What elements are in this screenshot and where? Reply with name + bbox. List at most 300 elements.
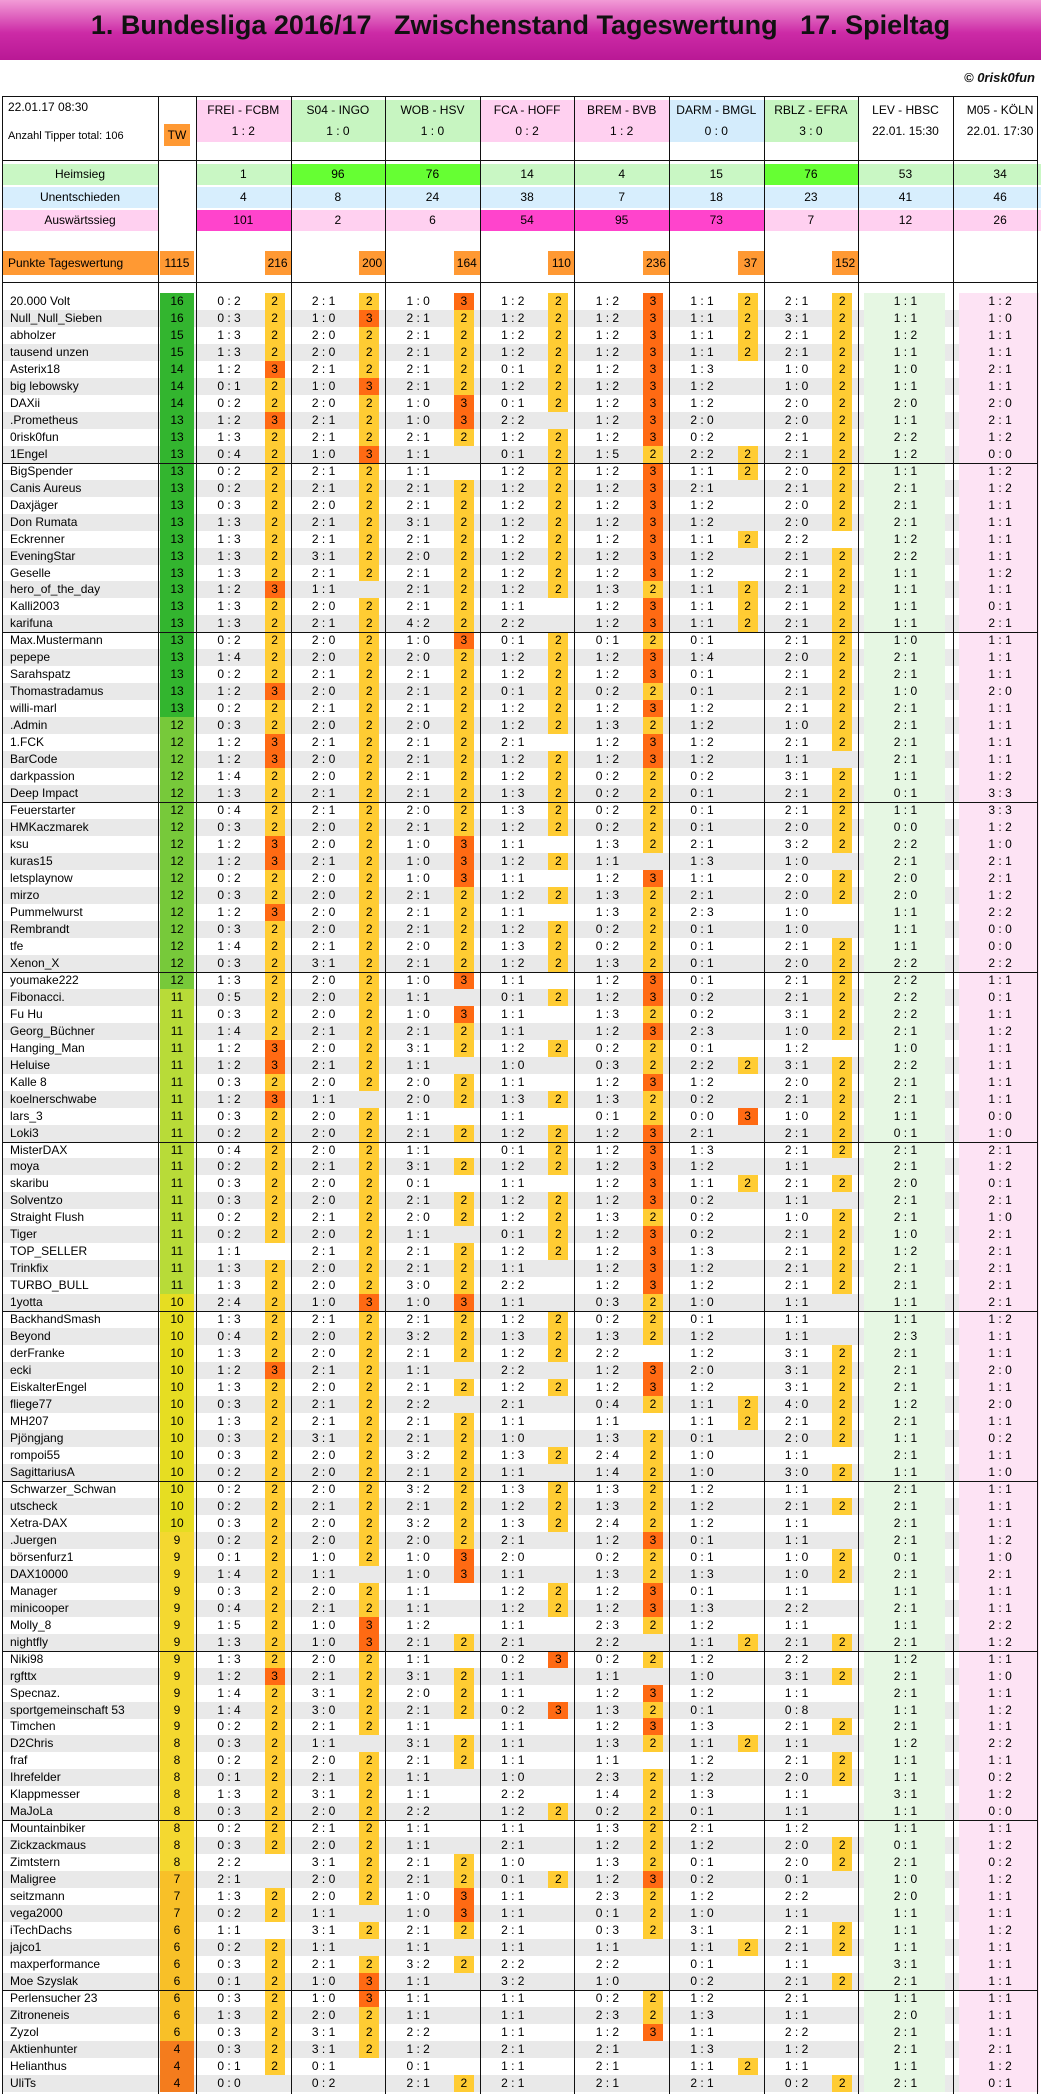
player-tip: 1 : 2 — [480, 649, 546, 666]
player-points: 2 — [643, 1481, 663, 1498]
player-tip: 1 : 2 — [480, 463, 546, 480]
player-tip: 1 : 1 — [858, 921, 953, 938]
player-tip: 1 : 2 — [574, 1192, 640, 1209]
row-separator — [2, 1142, 1038, 1143]
player-tip: 3 : 1 — [291, 1786, 357, 1803]
player-tw: 15 — [160, 327, 194, 344]
player-name: Maligree — [10, 1871, 158, 1888]
page-title: 1. Bundesliga 2016/17 Zwischenstand Tageswertung 17. Spieltag — [0, 10, 1041, 41]
player-points: 2 — [359, 429, 379, 446]
punkte-4: 236 — [643, 251, 669, 275]
player-tip: 1 : 1 — [385, 446, 451, 463]
player-tw: 15 — [160, 344, 194, 361]
player-tip: 1 : 0 — [669, 1905, 735, 1922]
player-points: 2 — [359, 649, 379, 666]
player-tip: 1 : 2 — [196, 1091, 262, 1108]
player-points: 2 — [548, 548, 568, 565]
player-points: 2 — [832, 1752, 852, 1769]
player-tip: 1 : 3 — [574, 1481, 640, 1498]
player-points: 2 — [359, 1498, 379, 1515]
player-tip: 2 : 1 — [953, 361, 1041, 378]
player-tip: 1 : 1 — [480, 2058, 546, 2075]
player-tip: 1 : 1 — [764, 1803, 830, 1820]
player-points: 2 — [454, 768, 474, 785]
player-points: 2 — [548, 429, 568, 446]
player-tip: 0 : 2 — [196, 1226, 262, 1243]
player-points: 3 — [265, 734, 285, 751]
player-tip: 2 : 1 — [480, 1922, 546, 1939]
player-tip: 2 : 0 — [291, 1888, 357, 1905]
player-tw: 10 — [160, 1447, 194, 1464]
player-tip: 1 : 3 — [574, 836, 640, 853]
player-tip: 0 : 4 — [574, 1396, 640, 1413]
player-tip: 3 : 1 — [669, 1922, 735, 1939]
player-points: 2 — [643, 1905, 663, 1922]
player-tip: 0 : 1 — [669, 1430, 735, 1447]
player-tip: 1 : 2 — [574, 1158, 640, 1175]
player-tip: 2 : 1 — [385, 1922, 451, 1939]
player-tip: 1 : 1 — [669, 327, 735, 344]
player-tip: 2 : 0 — [291, 1260, 357, 1277]
player-tip: 0 : 1 — [669, 1549, 735, 1566]
player-tw: 13 — [160, 700, 194, 717]
player-tip: 1 : 1 — [764, 1328, 830, 1345]
player-tip: 1 : 3 — [669, 2041, 735, 2058]
player-tip: 1 : 3 — [574, 1566, 640, 1583]
player-tw: 8 — [160, 1735, 194, 1752]
player-points: 2 — [265, 1735, 285, 1752]
player-tip: 1 : 0 — [385, 632, 451, 649]
player-points: 2 — [265, 1905, 285, 1922]
player-points: 2 — [265, 2058, 285, 2075]
player-tip: 2 : 1 — [858, 1362, 953, 1379]
player-points: 2 — [832, 972, 852, 989]
player-tip: 2 : 1 — [385, 361, 451, 378]
player-tw: 12 — [160, 904, 194, 921]
player-tip: 1 : 1 — [953, 344, 1041, 361]
player-tip: 2 : 1 — [764, 1498, 830, 1515]
player-points: 2 — [359, 1040, 379, 1057]
player-tw: 11 — [160, 1175, 194, 1192]
player-tip: 2 : 3 — [858, 1328, 953, 1345]
player-tip: 2 : 1 — [291, 700, 357, 717]
player-tip: 1 : 1 — [669, 598, 735, 615]
player-tw: 9 — [160, 1600, 194, 1617]
player-points: 2 — [359, 1243, 379, 1260]
player-tip: 1 : 1 — [291, 1939, 357, 1956]
player-name: youmake222 — [10, 972, 158, 989]
player-tip: 2 : 1 — [858, 1142, 953, 1159]
player-tip: 1 : 1 — [953, 548, 1041, 565]
player-name: EiskalterEngel — [10, 1379, 158, 1396]
player-tip: 1 : 1 — [858, 463, 953, 480]
player-tip: 1 : 2 — [669, 717, 735, 734]
player-name: darkpassion — [10, 768, 158, 785]
player-tip: 2 : 1 — [385, 1498, 451, 1515]
player-tip: 1 : 2 — [480, 565, 546, 582]
player-tip: 1 : 0 — [858, 632, 953, 649]
player-tip: 1 : 1 — [480, 1752, 546, 1769]
player-tip: 0 : 3 — [196, 1192, 262, 1209]
player-tip: 1 : 3 — [669, 1142, 735, 1159]
player-tip: 2 : 2 — [858, 972, 953, 989]
player-name: HMKaczmarek — [10, 819, 158, 836]
player-tip: 3 : 1 — [385, 1040, 451, 1057]
player-points: 2 — [359, 1702, 379, 1719]
grid-line — [291, 96, 292, 2094]
player-tip: 1 : 0 — [291, 1294, 357, 1311]
match-result-2: 1 : 0 — [385, 120, 480, 142]
player-tip: 1 : 0 — [953, 1668, 1041, 1685]
player-tip: 2 : 1 — [291, 1413, 357, 1430]
player-tip: 2 : 4 — [574, 1515, 640, 1532]
player-tip: 1 : 1 — [480, 1939, 546, 1956]
player-tip: 1 : 3 — [574, 717, 640, 734]
player-points: 3 — [643, 615, 663, 632]
player-points: 2 — [359, 870, 379, 887]
player-tw: 13 — [160, 497, 194, 514]
player-points: 3 — [643, 361, 663, 378]
player-tw: 9 — [160, 1634, 194, 1651]
player-points: 3 — [643, 1142, 663, 1159]
player-points: 2 — [265, 870, 285, 887]
player-points: 2 — [643, 717, 663, 734]
player-points: 2 — [832, 1922, 852, 1939]
player-points: 2 — [359, 1447, 379, 1464]
row-separator — [2, 282, 1038, 283]
player-points: 2 — [643, 1990, 663, 2007]
player-tip: 1 : 2 — [196, 853, 262, 870]
player-tip: 1 : 1 — [953, 1718, 1041, 1735]
player-tip: 2 : 0 — [291, 1803, 357, 1820]
player-tw: 13 — [160, 463, 194, 480]
player-tip: 2 : 0 — [385, 717, 451, 734]
player-tip: 1 : 2 — [480, 429, 546, 446]
player-tip: 3 : 2 — [385, 1447, 451, 1464]
player-tip: 2 : 0 — [291, 1345, 357, 1362]
player-tip: 3 : 3 — [953, 802, 1041, 819]
player-tip: 0 : 2 — [196, 293, 262, 310]
player-points: 2 — [359, 497, 379, 514]
player-tip: 0 : 3 — [196, 717, 262, 734]
player-points: 2 — [359, 683, 379, 700]
player-tip: 1 : 1 — [858, 1617, 953, 1634]
player-tip: 2 : 1 — [291, 1023, 357, 1040]
player-tip: 1 : 1 — [764, 1786, 830, 1803]
player-tip: 2 : 1 — [385, 955, 451, 972]
player-tip: 0 : 3 — [196, 921, 262, 938]
player-tip: 2 : 1 — [764, 1226, 830, 1243]
player-tip: 2 : 1 — [764, 632, 830, 649]
player-points: 2 — [832, 514, 852, 531]
player-tip: 1 : 0 — [858, 683, 953, 700]
player-points: 2 — [548, 1871, 568, 1888]
player-points: 2 — [454, 565, 474, 582]
player-tip: 1 : 0 — [385, 1294, 451, 1311]
player-tip: 3 : 2 — [385, 1956, 451, 1973]
player-tip: 1 : 2 — [574, 1362, 640, 1379]
player-points: 2 — [454, 666, 474, 683]
player-tw: 12 — [160, 751, 194, 768]
player-tip: 1 : 1 — [574, 853, 640, 870]
player-tip: 1 : 1 — [480, 1566, 546, 1583]
player-tip: 1 : 3 — [574, 887, 640, 904]
player-tip: 2 : 1 — [291, 565, 357, 582]
player-tip: 1 : 2 — [953, 768, 1041, 785]
player-points: 2 — [265, 1600, 285, 1617]
player-tip: 1 : 4 — [196, 1566, 262, 1583]
player-tip: 1 : 1 — [953, 1057, 1041, 1074]
player-tw: 4 — [160, 2075, 194, 2092]
player-tip: 1 : 2 — [196, 581, 262, 598]
player-points: 2 — [359, 2024, 379, 2041]
player-points: 2 — [643, 683, 663, 700]
player-points: 2 — [832, 666, 852, 683]
player-name: iTechDachs — [10, 1922, 158, 1939]
player-tip: 3 : 2 — [385, 1328, 451, 1345]
player-tip: 1 : 2 — [669, 1651, 735, 1668]
player-points: 2 — [643, 1702, 663, 1719]
player-points: 2 — [832, 480, 852, 497]
player-tip: 0 : 2 — [669, 1871, 735, 1888]
player-name: utscheck — [10, 1498, 158, 1515]
player-tip: 0 : 1 — [291, 2058, 357, 2075]
player-points: 2 — [643, 1922, 663, 1939]
player-tip: 1 : 1 — [385, 1583, 451, 1600]
player-tip: 2 : 1 — [291, 666, 357, 683]
player-tip: 2 : 0 — [291, 887, 357, 904]
player-tw: 9 — [160, 1668, 194, 1685]
player-tip: 2 : 1 — [858, 1854, 953, 1871]
player-tip: 2 : 2 — [858, 1057, 953, 1074]
player-tip: 1 : 2 — [669, 1617, 735, 1634]
player-tw: 11 — [160, 1108, 194, 1125]
player-points: 2 — [265, 1209, 285, 1226]
player-tip: 1 : 1 — [953, 1600, 1041, 1617]
player-tip: 0 : 3 — [196, 1447, 262, 1464]
player-tip: 1 : 1 — [858, 802, 953, 819]
player-tip: 2 : 1 — [764, 1973, 830, 1990]
player-tip: 0 : 0 — [953, 938, 1041, 955]
player-tip: 1 : 1 — [858, 1769, 953, 1786]
player-name: 1Engel — [10, 446, 158, 463]
player-name: lars_3 — [10, 1108, 158, 1125]
player-tip: 1 : 5 — [196, 1617, 262, 1634]
player-points: 2 — [265, 497, 285, 514]
player-tip: 2 : 0 — [764, 395, 830, 412]
player-tip: 1 : 2 — [669, 1277, 735, 1294]
grid-line — [764, 96, 765, 2094]
player-tip: 0 : 1 — [669, 785, 735, 802]
player-name: pepepe — [10, 649, 158, 666]
player-tip: 0 : 2 — [574, 1311, 640, 1328]
player-tip: 0 : 1 — [480, 361, 546, 378]
player-tip: 2 : 1 — [291, 1718, 357, 1735]
player-tip: 1 : 2 — [196, 1362, 262, 1379]
player-points: 2 — [265, 785, 285, 802]
player-points: 2 — [265, 327, 285, 344]
player-name: Hanging_Man — [10, 1040, 158, 1057]
player-tip: 3 : 1 — [385, 1158, 451, 1175]
player-tw: 6 — [160, 2024, 194, 2041]
player-tip: 2 : 0 — [291, 717, 357, 734]
player-tip: 1 : 2 — [480, 1125, 546, 1142]
player-tip: 1 : 1 — [385, 2007, 451, 2024]
player-tip: 1 : 3 — [480, 938, 546, 955]
player-tip: 1 : 2 — [480, 666, 546, 683]
player-points: 2 — [832, 565, 852, 582]
player-tip: 1 : 2 — [669, 1074, 735, 1091]
player-tip: 2 : 0 — [385, 1685, 451, 1702]
player-tw: 9 — [160, 1549, 194, 1566]
tw-header: TW — [164, 124, 190, 146]
player-points: 2 — [548, 700, 568, 717]
player-points: 2 — [359, 1379, 379, 1396]
player-tip: 1 : 3 — [480, 1447, 546, 1464]
player-points: 2 — [265, 1430, 285, 1447]
player-tip: 2 : 1 — [291, 734, 357, 751]
match-result-6: 3 : 0 — [764, 120, 859, 142]
player-tip: 3 : 1 — [291, 2041, 357, 2058]
player-tip: 2 : 1 — [858, 1668, 953, 1685]
player-tip: 1 : 2 — [669, 1345, 735, 1362]
player-tip: 1 : 0 — [764, 717, 830, 734]
player-points: 2 — [832, 1837, 852, 1854]
player-tip: 2 : 0 — [385, 649, 451, 666]
player-tip: 1 : 1 — [953, 1685, 1041, 1702]
player-tip: 1 : 1 — [669, 1939, 735, 1956]
punkte-3: 110 — [548, 251, 574, 275]
player-tip: 1 : 1 — [858, 1108, 953, 1125]
player-points: 2 — [265, 921, 285, 938]
player-tip: 0 : 1 — [953, 2075, 1041, 2092]
player-tip: 1 : 2 — [480, 293, 546, 310]
player-tip: 0 : 0 — [669, 1108, 735, 1125]
player-tip: 2 : 1 — [385, 904, 451, 921]
player-tip: 1 : 0 — [385, 1905, 451, 1922]
player-tip: 2 : 2 — [669, 1057, 735, 1074]
player-tip: 2 : 1 — [291, 1362, 357, 1379]
player-points: 2 — [359, 1006, 379, 1023]
player-points: 2 — [359, 1023, 379, 1040]
player-name: Kalle 8 — [10, 1074, 158, 1091]
player-name: .Admin — [10, 717, 158, 734]
player-tip: 1 : 3 — [574, 1209, 640, 1226]
player-tip: 1 : 2 — [669, 1752, 735, 1769]
player-points: 2 — [738, 531, 758, 548]
player-tip: 2 : 1 — [858, 1091, 953, 1108]
player-tip: 2 : 1 — [385, 1379, 451, 1396]
player-tw: 11 — [160, 1023, 194, 1040]
player-tip: 1 : 1 — [291, 1905, 357, 1922]
player-points: 2 — [265, 598, 285, 615]
player-points: 2 — [548, 666, 568, 683]
player-tw: 9 — [160, 1718, 194, 1735]
player-points: 2 — [548, 293, 568, 310]
player-tw: 11 — [160, 1074, 194, 1091]
player-tip: 0 : 1 — [196, 2058, 262, 2075]
player-name: ksu — [10, 836, 158, 853]
player-tip: 2 : 1 — [385, 310, 451, 327]
match-result-3: 0 : 2 — [480, 120, 575, 142]
player-points: 2 — [265, 768, 285, 785]
player-points: 3 — [643, 293, 663, 310]
player-tip: 1 : 3 — [196, 565, 262, 582]
player-tip: 1 : 0 — [764, 1108, 830, 1125]
player-tip: 1 : 0 — [669, 1447, 735, 1464]
stat-unentschieden-6: 23 — [764, 187, 859, 208]
player-tip: 1 : 0 — [764, 378, 830, 395]
player-tip: 2 : 2 — [480, 1786, 546, 1803]
player-tip: 2 : 1 — [858, 1023, 953, 1040]
player-points: 2 — [454, 1498, 474, 1515]
player-name: abholzer — [10, 327, 158, 344]
player-tip: 3 : 1 — [858, 1956, 953, 1973]
player-points: 2 — [548, 717, 568, 734]
player-tip: 1 : 3 — [574, 1820, 640, 1837]
player-name: 1.FCK — [10, 734, 158, 751]
player-tip: 1 : 0 — [764, 1566, 830, 1583]
player-points: 2 — [265, 1718, 285, 1735]
player-tip: 1 : 2 — [669, 1379, 735, 1396]
player-points: 2 — [359, 1192, 379, 1209]
player-tip: 2 : 2 — [574, 1345, 640, 1362]
player-name: derFranke — [10, 1345, 158, 1362]
player-points: 2 — [643, 802, 663, 819]
player-tip: 2 : 0 — [291, 649, 357, 666]
player-tip: 1 : 1 — [480, 1294, 546, 1311]
player-tip: 1 : 3 — [196, 1413, 262, 1430]
row-separator — [2, 632, 1038, 633]
player-tip: 0 : 1 — [953, 1175, 1041, 1192]
player-points: 2 — [548, 632, 568, 649]
punkte-label: Punkte Tageswertung — [2, 251, 158, 275]
player-tip: 1 : 3 — [196, 1260, 262, 1277]
player-tip: 0 : 3 — [196, 1006, 262, 1023]
player-points: 2 — [832, 1973, 852, 1990]
player-tw: 10 — [160, 1498, 194, 1515]
player-tip: 2 : 0 — [385, 1532, 451, 1549]
player-points: 2 — [738, 1939, 758, 1956]
player-points: 2 — [643, 1464, 663, 1481]
player-tip: 3 : 1 — [291, 1854, 357, 1871]
player-name: rompoi55 — [10, 1447, 158, 1464]
player-tip: 0 : 2 — [480, 1651, 546, 1668]
player-tip: 1 : 1 — [858, 378, 953, 395]
player-tip: 2 : 1 — [385, 1854, 451, 1871]
player-points: 2 — [454, 429, 474, 446]
player-tip: 0 : 3 — [196, 1515, 262, 1532]
player-points: 3 — [643, 1226, 663, 1243]
player-tip: 1 : 1 — [385, 1973, 451, 1990]
player-tip: 2 : 1 — [480, 1634, 546, 1651]
player-tip: 2 : 2 — [858, 429, 953, 446]
player-tip: 1 : 1 — [953, 1040, 1041, 1057]
player-points: 2 — [738, 1175, 758, 1192]
player-points: 2 — [359, 1956, 379, 1973]
player-tip: 1 : 2 — [669, 1837, 735, 1854]
player-tip: 2 : 1 — [291, 1209, 357, 1226]
player-tip: 2 : 1 — [764, 548, 830, 565]
player-points: 2 — [265, 819, 285, 836]
stat-heimsieg-2: 76 — [385, 164, 480, 185]
player-tip: 1 : 2 — [858, 446, 953, 463]
player-tip: 1 : 1 — [953, 1905, 1041, 1922]
player-tip: 0 : 3 — [196, 1108, 262, 1125]
player-tip: 2 : 1 — [764, 615, 830, 632]
player-points: 2 — [265, 1175, 285, 1192]
player-tip: 2 : 1 — [385, 1752, 451, 1769]
